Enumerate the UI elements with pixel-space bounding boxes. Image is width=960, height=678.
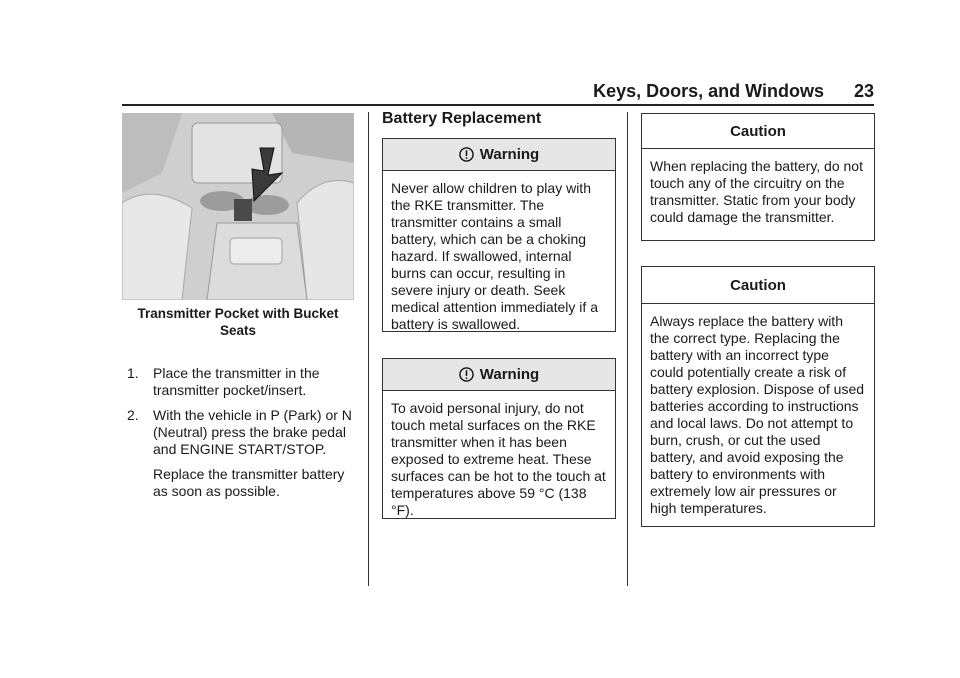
section-title: Keys, Doors, and Windows [593, 81, 824, 101]
page-number: 23 [853, 81, 874, 101]
column-divider [627, 112, 628, 586]
battery-replacement-heading: Battery Replacement [382, 110, 542, 127]
warning-icon [459, 147, 474, 162]
caution-header [642, 114, 874, 149]
column-divider [368, 112, 369, 586]
step-text: With the vehicle in P (Park) or N (Neutral) press the brake pedal and ENGINE START/STOP. [153, 407, 352, 457]
caution-box [641, 113, 875, 241]
warning-text: To avoid personal injury, do not touch metal surfaces on the RKE transmitter when it has been exposed to extreme heat. These surfaces can be hot to the touch at temperatures above 59 °C (138 °F). [391, 400, 606, 518]
warning-box [382, 138, 616, 332]
caution-label: Caution [730, 122, 786, 140]
caution-box [641, 266, 875, 527]
step-number: 2. [127, 407, 139, 423]
step-text: Place the transmitter in the transmitter pocket/insert. [153, 365, 320, 398]
warning-header [383, 139, 615, 171]
transmitter-pocket-illustration [122, 113, 354, 300]
list-item [127, 365, 357, 399]
warning-label: Warning [479, 366, 540, 383]
figure-caption: Transmitter Pocket with Bucket Seats [137, 306, 339, 338]
warning-header [383, 359, 615, 391]
page-header [122, 80, 874, 106]
caution-label: Caution [730, 276, 786, 294]
warning-label: Warning [479, 146, 540, 163]
warning-icon [459, 367, 474, 382]
step-note: Replace the transmitter battery as soon as possible. [153, 466, 345, 499]
caution-text: When replacing the battery, do not touch any of the circuitry on the transmitter. Static from your body could damage the transmitter. [650, 158, 863, 225]
instruction-steps [127, 365, 357, 500]
step-number: 1. [127, 365, 139, 381]
warning-text: Never allow children to play with the RKE transmitter. The transmitter contains a small battery, which can be a choking hazard. If swallowed, internal burns can occur, resulting in severe injury or death. Seek medical attention immediately if a battery is swallowed. [391, 180, 598, 332]
list-item [127, 407, 357, 458]
warning-box [382, 358, 616, 519]
caution-text: Always replace the battery with the correct type. Replacing the battery with an incorrect type could potentially create a risk of battery explosion. Dispose of used batteries according to instructions and local laws. Do not attempt to burn, crush, or cut the used battery, and avoid exposing the battery to environments with extremely low air pressures or high temperatures. [650, 313, 865, 516]
caution-header [642, 267, 874, 304]
